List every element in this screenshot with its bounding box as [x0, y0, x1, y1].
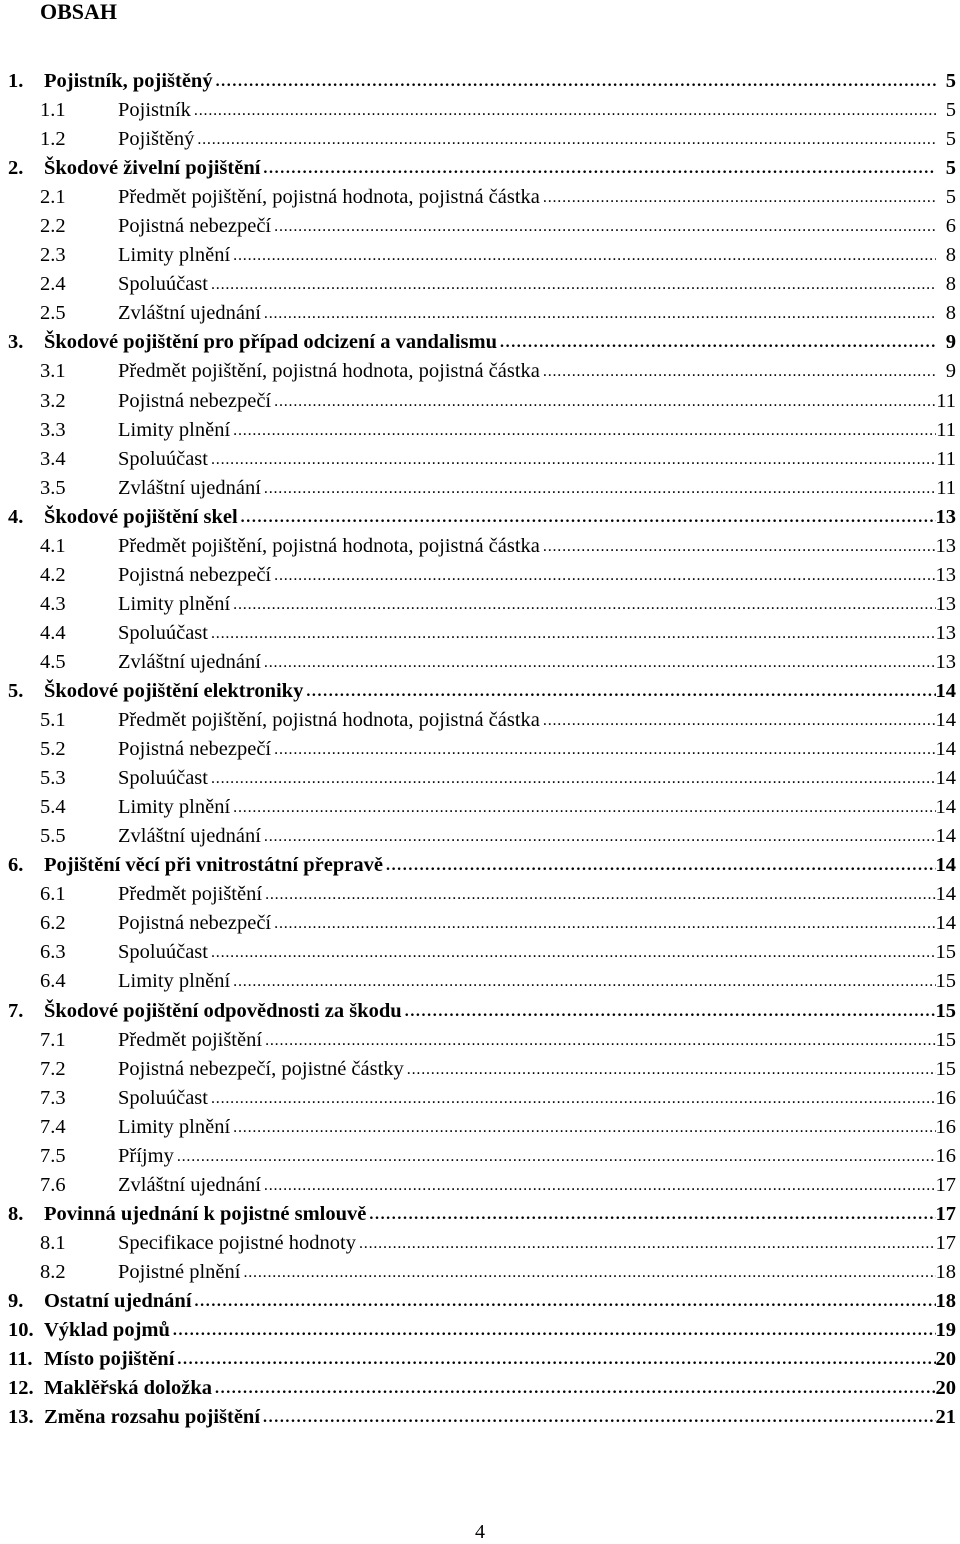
toc-entry-section[interactable]: [0, 96, 960, 125]
toc-entry-number: 3.1: [40, 360, 66, 383]
toc-entry-page: 5: [945, 157, 956, 180]
toc-entry-title: Limity plnění: [118, 970, 231, 993]
toc-dot-leader: [405, 997, 936, 1026]
toc-entry-number: 4.3: [40, 592, 66, 615]
toc-entry-title: Škodové pojištění pro případ odcizení a vandalismu: [44, 331, 497, 354]
toc-entry-title: Specifikace pojistné hodnoty: [118, 1231, 356, 1254]
toc-entry-section[interactable]: [0, 764, 960, 793]
toc-entry-number: 3.2: [40, 389, 66, 412]
toc-entry-body: [118, 96, 936, 125]
toc-entry-title: Výklad pojmů: [44, 1319, 170, 1342]
toc-entry-title: Škodové pojištění elektroniky: [44, 679, 304, 702]
toc-entry-section[interactable]: [0, 299, 960, 328]
toc-dot-leader: [265, 1026, 936, 1055]
toc-entry-page: 15: [935, 941, 956, 964]
toc-entry-page: 13: [935, 563, 956, 586]
toc-entry-page: 6: [945, 215, 956, 238]
toc-entry-body: [118, 880, 936, 909]
toc-entry-page: 8: [945, 273, 956, 296]
toc-entry-body: [44, 1287, 936, 1316]
toc-entry-page: 5: [945, 128, 956, 151]
toc-entry-section[interactable]: [0, 1055, 960, 1084]
toc-entry-chapter[interactable]: [0, 997, 960, 1026]
toc-entry-section[interactable]: [0, 241, 960, 270]
toc-dot-leader: [177, 1345, 936, 1374]
toc-dot-leader: [543, 706, 936, 735]
toc-entry-title: Spoluúčast: [118, 447, 208, 470]
toc-entry-title: Ostatní ujednání: [44, 1289, 192, 1312]
toc-entry-number: 7.: [8, 999, 24, 1022]
toc-entry-body: [118, 212, 936, 241]
toc-entry-chapter[interactable]: [0, 1316, 960, 1345]
toc-entry-title: Změna rozsahu pojištění: [44, 1406, 261, 1429]
toc-entry-body: [44, 1200, 936, 1229]
toc-entry-section[interactable]: [0, 793, 960, 822]
toc-dot-leader: [241, 503, 936, 532]
toc-entry-number: 12.: [8, 1377, 34, 1400]
toc-entry-body: [118, 909, 936, 938]
toc-entry-title: Pojistník: [118, 99, 191, 122]
toc-entry-section[interactable]: [0, 1229, 960, 1258]
toc-entry-number: 8.1: [40, 1231, 66, 1254]
toc-dot-leader: [543, 357, 936, 386]
toc-entry-number: 8.2: [40, 1260, 66, 1283]
toc-entry-page: 14: [935, 767, 956, 790]
toc-dot-leader: [211, 619, 936, 648]
toc-entry-body: [44, 997, 936, 1026]
toc-dot-leader: [274, 212, 936, 241]
toc-entry-title: Maklěřská doložka: [44, 1377, 212, 1400]
toc-entry-section[interactable]: [0, 416, 960, 445]
page-number: 4: [475, 1521, 485, 1543]
toc-dot-leader: [265, 880, 936, 909]
toc-entry-page: 19: [935, 1319, 956, 1342]
toc-entry-section[interactable]: [0, 1113, 960, 1142]
toc-entry-chapter[interactable]: [0, 67, 960, 96]
toc-entry-chapter[interactable]: [0, 1345, 960, 1374]
toc-entry-title: Pojistné plnění: [118, 1260, 241, 1283]
toc-entry-number: 4.4: [40, 621, 66, 644]
toc-entry-number: 4.: [8, 505, 24, 528]
toc-entry-body: [118, 735, 936, 764]
toc-entry-number: 2.3: [40, 244, 66, 267]
toc-entry-section[interactable]: [0, 125, 960, 154]
toc-entry-page: 5: [945, 186, 956, 209]
toc-entry-page: 16: [935, 1115, 956, 1138]
toc-entry-page: 13: [935, 534, 956, 557]
toc-entry-section[interactable]: [0, 532, 960, 561]
toc-entry-number: 6.1: [40, 883, 66, 906]
toc-entry-section[interactable]: [0, 909, 960, 938]
toc-entry-title: Pojištění věcí při vnitrostátní přepravě: [44, 854, 383, 877]
toc-entry-page: 8: [945, 302, 956, 325]
toc-entry-title: Příjmy: [118, 1144, 174, 1167]
toc-entry-title: Pojistná nebezpečí: [118, 215, 272, 238]
toc-entry-body: [118, 1171, 936, 1200]
toc-entry-body: [118, 474, 936, 503]
toc-entry-number: 2.5: [40, 302, 66, 325]
toc-dot-leader: [264, 648, 936, 677]
toc-entry-title: Zvláštní ujednání: [118, 476, 261, 499]
toc-entry-chapter[interactable]: [0, 677, 960, 706]
toc-entry-title: Zvláštní ujednání: [118, 1173, 261, 1196]
toc-entry-title: Zvláštní ujednání: [118, 650, 261, 673]
toc-entry-number: 6.: [8, 854, 24, 877]
toc-entry-body: [44, 1403, 936, 1432]
toc-entry-title: Limity plnění: [118, 796, 231, 819]
toc-dot-leader: [233, 416, 936, 445]
toc-entry-body: [118, 793, 936, 822]
toc-entry-body: [118, 1113, 936, 1142]
toc-entry-page: 14: [935, 883, 956, 906]
toc-dot-leader: [274, 561, 936, 590]
toc-entry-section[interactable]: [0, 212, 960, 241]
toc-entry-page: 11: [936, 418, 956, 441]
toc-entry-section[interactable]: [0, 387, 960, 416]
toc-entry-title: Škodové pojištění skel: [44, 505, 238, 528]
toc-entry-body: [118, 445, 936, 474]
toc-entry-section[interactable]: [0, 1084, 960, 1113]
toc-entry-section[interactable]: [0, 474, 960, 503]
toc-entry-body: [118, 299, 936, 328]
toc-entry-page: 11: [936, 476, 956, 499]
toc-entry-page: 16: [935, 1086, 956, 1109]
toc-entry-number: 3.3: [40, 418, 66, 441]
toc-entry-page: 17: [935, 1173, 956, 1196]
toc-entry-title: Spoluúčast: [118, 941, 208, 964]
toc-entry-number: 5.5: [40, 825, 66, 848]
toc-entry-number: 1.1: [40, 99, 66, 122]
toc-dot-leader: [194, 96, 936, 125]
toc-dot-leader: [233, 1113, 936, 1142]
toc-entry-section[interactable]: [0, 1026, 960, 1055]
toc-entry-body: [118, 967, 936, 996]
toc-dot-leader: [264, 474, 936, 503]
toc-entry-body: [44, 67, 936, 96]
toc-entry-title: Pojistná nebezpečí: [118, 738, 272, 761]
toc-entry-page: 14: [935, 912, 956, 935]
toc-heading: OBSAH: [40, 0, 118, 24]
toc-entry-title: Limity plnění: [118, 1115, 231, 1138]
toc-entry-title: Předmět pojištění, pojistná hodnota, pojistná částka: [118, 360, 540, 383]
toc-entry-number: 7.3: [40, 1086, 66, 1109]
toc-entry-number: 5.4: [40, 796, 66, 819]
toc-entry-chapter[interactable]: [0, 1403, 960, 1432]
toc-entry-title: Předmět pojištění, pojistná hodnota, pojistná částka: [118, 186, 540, 209]
toc-entry-chapter[interactable]: [0, 1287, 960, 1316]
toc-entry-number: 7.5: [40, 1144, 66, 1167]
toc-entry-body: [44, 503, 936, 532]
toc-entry-number: 4.5: [40, 650, 66, 673]
toc-entry-page: 11: [936, 447, 956, 470]
toc-entry-chapter[interactable]: [0, 154, 960, 183]
toc-dot-leader: [197, 125, 936, 154]
toc-entry-page: 9: [945, 360, 956, 383]
toc-entry-page: 5: [945, 99, 956, 122]
toc-entry-body: [118, 270, 936, 299]
toc-entry-page: 15: [935, 1028, 956, 1051]
toc-entry-section[interactable]: [0, 357, 960, 386]
toc-entry-body: [118, 183, 936, 212]
toc-dot-leader: [211, 445, 936, 474]
toc-entry-page: 15: [935, 1057, 956, 1080]
toc-entry-body: [118, 241, 936, 270]
toc-entry-page: 21: [935, 1406, 956, 1429]
toc-dot-leader: [306, 677, 936, 706]
toc-entry-section[interactable]: [0, 445, 960, 474]
toc-dot-leader: [263, 154, 936, 183]
toc-entry-body: [118, 706, 936, 735]
toc-entry-body: [118, 357, 936, 386]
toc-entry-section[interactable]: [0, 648, 960, 677]
toc-entry-body: [118, 1258, 936, 1287]
toc-entry-number: 10.: [8, 1319, 34, 1342]
toc-entry-section[interactable]: [0, 561, 960, 590]
toc-entry-page: 20: [935, 1377, 956, 1400]
toc-entry-title: Pojistník, pojištěný: [44, 70, 213, 92]
toc-dot-leader: [233, 793, 936, 822]
toc-entry-section[interactable]: [0, 183, 960, 212]
toc-entry-number: 7.2: [40, 1057, 66, 1080]
toc-entry-body: [118, 1055, 936, 1084]
toc-entry-title: Pojistná nebezpečí, pojistné částky: [118, 1057, 404, 1080]
toc-entry-page: 16: [935, 1144, 956, 1167]
toc-entry-title: Limity plnění: [118, 418, 231, 441]
toc-entry-number: 7.4: [40, 1115, 66, 1138]
toc-entry-page: 17: [935, 1202, 956, 1225]
toc-entry-page: 14: [935, 825, 956, 848]
toc-entry-title: Limity plnění: [118, 244, 231, 267]
toc-entry-page: 13: [935, 621, 956, 644]
toc-entry-body: [44, 1316, 936, 1345]
toc-entry-number: 3.: [8, 331, 24, 354]
toc-entry-body: [118, 764, 936, 793]
toc-entry-body: [118, 1229, 936, 1258]
toc-entry-section[interactable]: [0, 938, 960, 967]
toc-entry-chapter[interactable]: [0, 1200, 960, 1229]
toc-entry-title: Předmět pojištění, pojistná hodnota, pojistná částka: [118, 534, 540, 557]
toc-entry-body: [118, 822, 936, 851]
toc-entry-number: 8.: [8, 1202, 24, 1225]
toc-dot-leader: [274, 387, 936, 416]
toc-entry-page: 8: [945, 244, 956, 267]
toc-entry-section[interactable]: [0, 706, 960, 735]
toc-dot-leader: [264, 822, 936, 851]
toc-dot-leader: [543, 532, 936, 561]
toc-entry-body: [44, 1374, 936, 1403]
toc-dot-leader: [369, 1200, 936, 1229]
toc-entry-title: Spoluúčast: [118, 1086, 208, 1109]
toc-dot-leader: [543, 183, 936, 212]
toc-entry-body: [118, 648, 936, 677]
toc-entry-body: [118, 416, 936, 445]
toc-dot-leader: [243, 1258, 936, 1287]
toc-entry-section[interactable]: [0, 822, 960, 851]
toc-entry-title: Škodové pojištění odpovědnosti za škodu: [44, 999, 402, 1022]
toc-entry-title: Předmět pojištění: [118, 883, 263, 906]
toc-entry-number: 4.1: [40, 534, 66, 557]
toc-entry-page: 13: [935, 592, 956, 615]
toc-entry-body: [118, 938, 936, 967]
toc-entry-body: [118, 387, 936, 416]
toc-entry-title: Pojistná nebezpečí: [118, 563, 272, 586]
toc-dot-leader: [215, 1374, 936, 1403]
toc-entry-number: 13.: [8, 1406, 34, 1429]
toc-entry-number: 1.2: [40, 128, 66, 151]
toc-entry-title: Předmět pojištění, pojistná hodnota, pojistná částka: [118, 709, 540, 732]
toc-dot-leader: [274, 735, 936, 764]
toc-entry-number: 2.1: [40, 186, 66, 209]
toc-entry-page: 15: [935, 970, 956, 993]
toc-entry-number: 1.: [8, 70, 24, 92]
toc-dot-leader: [274, 909, 936, 938]
toc-entry-section[interactable]: [0, 1142, 960, 1171]
toc-entry-page: 5: [945, 70, 956, 92]
toc-entry-body: [118, 1142, 936, 1171]
toc-entry-page: 13: [935, 650, 956, 673]
toc-entry-title: Pojistná nebezpečí: [118, 912, 272, 935]
toc-entry-section[interactable]: [0, 590, 960, 619]
toc-dot-leader: [216, 67, 936, 96]
toc-entry-body: [44, 851, 936, 880]
toc-entry-title: Zvláštní ujednání: [118, 825, 261, 848]
toc-entry-number: 11.: [8, 1348, 33, 1371]
toc-entry-page: 20: [935, 1348, 956, 1371]
toc-entry-page: 14: [935, 854, 956, 877]
toc-dot-leader: [264, 299, 936, 328]
toc-entry-title: Pojištěný: [118, 128, 195, 151]
toc-entry-title: Limity plnění: [118, 592, 231, 615]
toc-entry-page: 18: [935, 1260, 956, 1283]
toc-entry-chapter[interactable]: [0, 1374, 960, 1403]
toc-entry-title: Pojistná nebezpečí: [118, 389, 272, 412]
toc-entry-section[interactable]: [0, 1171, 960, 1200]
toc-entry-title: Zvláštní ujednání: [118, 302, 261, 325]
toc-dot-leader: [407, 1055, 936, 1084]
toc-entry-title: Předmět pojištění: [118, 1028, 263, 1051]
toc-entry-page: 9: [945, 331, 956, 354]
toc-entry-number: 6.4: [40, 970, 66, 993]
toc-entry-section[interactable]: [0, 1258, 960, 1287]
toc-entry-chapter[interactable]: [0, 328, 960, 357]
toc-entry-title: Místo pojištění: [44, 1348, 175, 1371]
toc-entry-page: 13: [935, 505, 956, 528]
toc-entry-title: Povinná ujednání k pojistné smlouvě: [44, 1202, 367, 1225]
toc-entry-body: [118, 561, 936, 590]
toc-dot-leader: [177, 1142, 936, 1171]
toc-entry-number: 5.2: [40, 738, 66, 761]
toc-entry-page: 14: [935, 738, 956, 761]
toc-dot-leader: [233, 590, 936, 619]
toc-dot-leader: [263, 1403, 936, 1432]
toc-entry-body: [118, 619, 936, 648]
toc-dot-leader: [500, 328, 936, 357]
toc-dot-leader: [173, 1316, 936, 1345]
toc-entry-title: Spoluúčast: [118, 621, 208, 644]
toc-entry-body: [118, 532, 936, 561]
toc-dot-leader: [211, 938, 936, 967]
toc-entry-number: 2.4: [40, 273, 66, 296]
toc-entry-number: 6.3: [40, 941, 66, 964]
toc-dot-leader: [386, 851, 936, 880]
toc-entry-number: 5.1: [40, 709, 66, 732]
toc-entry-section[interactable]: [0, 967, 960, 996]
toc-entry-page: 15: [935, 999, 956, 1022]
toc-entry-number: 4.2: [40, 563, 66, 586]
toc-entry-number: 5.: [8, 679, 24, 702]
table-of-contents: [0, 67, 960, 1432]
toc-entry-number: 9.: [8, 1289, 24, 1312]
toc-entry-body: [44, 328, 936, 357]
toc-dot-leader: [264, 1171, 936, 1200]
toc-entry-section[interactable]: [0, 880, 960, 909]
toc-entry-title: Spoluúčast: [118, 273, 208, 296]
toc-dot-leader: [359, 1229, 936, 1258]
toc-entry-section[interactable]: [0, 270, 960, 299]
toc-dot-leader: [211, 764, 936, 793]
toc-entry-section[interactable]: [0, 619, 960, 648]
toc-entry-body: [118, 125, 936, 154]
toc-entry-body: [44, 154, 936, 183]
toc-entry-number: 6.2: [40, 912, 66, 935]
toc-entry-body: [118, 1084, 936, 1113]
toc-entry-body: [44, 1345, 936, 1374]
toc-dot-leader: [233, 241, 936, 270]
toc-dot-leader: [195, 1287, 936, 1316]
toc-dot-leader: [211, 270, 936, 299]
toc-entry-number: 5.3: [40, 767, 66, 790]
toc-entry-body: [118, 1026, 936, 1055]
toc-entry-page: 18: [935, 1289, 956, 1312]
toc-entry-page: 14: [935, 796, 956, 819]
toc-entry-chapter[interactable]: [0, 503, 960, 532]
toc-entry-number: 2.2: [40, 215, 66, 238]
toc-entry-number: 2.: [8, 157, 24, 180]
toc-entry-page: 14: [935, 679, 956, 702]
toc-entry-page: 11: [936, 389, 956, 412]
toc-entry-number: 3.5: [40, 476, 66, 499]
toc-entry-page: 17: [935, 1231, 956, 1254]
toc-entry-title: Škodové živelní pojištění: [44, 157, 261, 180]
toc-entry-number: 3.4: [40, 447, 66, 470]
toc-dot-leader: [211, 1084, 936, 1113]
toc-entry-section[interactable]: [0, 735, 960, 764]
toc-entry-page: 14: [935, 709, 956, 732]
toc-entry-number: 7.6: [40, 1173, 66, 1196]
toc-entry-number: 7.1: [40, 1028, 66, 1051]
toc-entry-body: [44, 677, 936, 706]
toc-dot-leader: [233, 967, 936, 996]
toc-entry-chapter[interactable]: [0, 851, 960, 880]
toc-entry-title: Spoluúčast: [118, 767, 208, 790]
toc-entry-body: [118, 590, 936, 619]
